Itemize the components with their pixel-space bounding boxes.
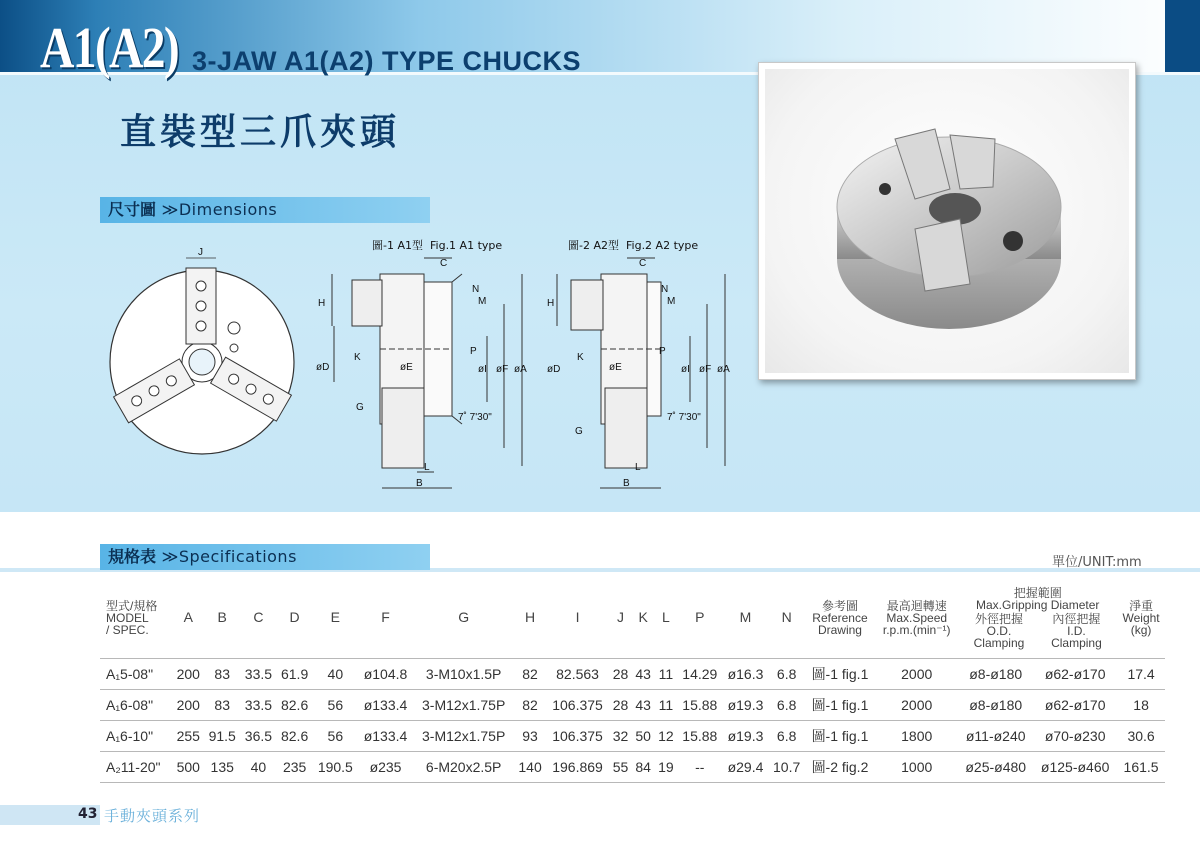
product-code: A1(A2) bbox=[40, 15, 179, 80]
specifications-section-en: ≫Specifications bbox=[161, 547, 297, 566]
header-col-b: B bbox=[217, 609, 227, 626]
dim-label-h: H bbox=[318, 298, 326, 309]
header-col-n: N bbox=[781, 609, 792, 626]
fig2-label-b: B bbox=[623, 478, 630, 489]
dim-label-oe: øE bbox=[400, 362, 413, 373]
fig2-label-c: C bbox=[639, 258, 647, 269]
dimensions-section-zh: 尺寸圖 bbox=[108, 200, 157, 219]
dim-label-oa: øA bbox=[514, 364, 527, 375]
dim-label-b: B bbox=[416, 478, 423, 489]
dim-label-angle: 7˚ 7'30" bbox=[458, 412, 492, 423]
product-photo bbox=[758, 62, 1136, 380]
header-max-speed: 最高迴轉速 Max.Speed r.p.m.(min⁻¹) bbox=[882, 598, 951, 637]
fig2-label-n: N bbox=[661, 284, 669, 295]
front-view-drawing bbox=[104, 244, 304, 470]
table-header-row bbox=[100, 578, 1165, 658]
fig1-label: 圖-1 A1型 Fig.1 A1 type bbox=[372, 239, 503, 252]
dim-label-of: øF bbox=[496, 364, 509, 375]
side-view-fig2 bbox=[545, 252, 745, 496]
fig2-label-oa: øA bbox=[717, 364, 730, 375]
fig2-label-oi: øI bbox=[681, 364, 690, 375]
header-col-e: E bbox=[330, 609, 340, 626]
page-title-en: 3-JAW A1(A2) TYPE CHUCKS bbox=[192, 46, 582, 76]
dim-label-l: L bbox=[424, 462, 430, 473]
table-row: A₂11-20" 500 135 40 235 190.5 ø235 6-M20x2.5P 140 196.869 55 84 19 -- ø29.4 10.7 圖-2 fig.2 1000 ø25-ø480 ø125-ø460 161.5 bbox=[100, 751, 1165, 782]
header-col-g: G bbox=[458, 609, 470, 626]
fig2-label-l: L bbox=[635, 462, 641, 473]
header-col-l: L bbox=[661, 609, 670, 626]
header-strip-accent bbox=[1165, 0, 1200, 72]
dimensions-section-bar bbox=[100, 197, 430, 223]
header-od: 外徑把握 O.D. Clamping bbox=[973, 611, 1025, 650]
dim-label-p: P bbox=[470, 346, 477, 357]
specifications-table bbox=[100, 578, 1165, 783]
header-col-f: F bbox=[381, 609, 390, 626]
header-col-p: P bbox=[695, 609, 705, 626]
footer-series-label: 手動夾頭系列 bbox=[104, 807, 201, 825]
dim-label-k: K bbox=[354, 352, 361, 363]
chuck-illustration bbox=[765, 69, 1129, 373]
header-col-i: I bbox=[575, 609, 580, 626]
header-col-j: J bbox=[617, 609, 624, 626]
fig2-label-h: H bbox=[547, 298, 555, 309]
fig2-label-od: øD bbox=[547, 364, 561, 375]
header-col-c: C bbox=[253, 609, 264, 626]
table-row: A₁6-10" 255 91.5 36.5 82.6 56 ø133.4 3-M12x1.75P 93 106.375 32 50 12 15.88 ø19.3 6.8 圖-1 fig.1 1800 ø11-ø240 ø70-ø230 30.6 bbox=[100, 720, 1165, 751]
header-reference: 參考圖 Reference Drawing bbox=[812, 598, 868, 637]
header-col-m: M bbox=[739, 609, 752, 626]
specifications-section-zh: 規格表 bbox=[108, 547, 157, 566]
dim-label-g: G bbox=[356, 402, 364, 413]
fig2-label-m: M bbox=[667, 296, 676, 307]
fig2-label: 圖-2 A2型 Fig.2 A2 type bbox=[568, 239, 699, 252]
fig2-label-angle: 7˚ 7'30" bbox=[667, 412, 701, 423]
dim-label-j: J bbox=[198, 247, 203, 258]
table-body bbox=[100, 658, 1165, 782]
fig2-label-g: G bbox=[575, 426, 583, 437]
fig2-label-of: øF bbox=[699, 364, 712, 375]
page-number: 43 bbox=[78, 806, 98, 822]
table-row: A₁6-08" 200 83 33.5 82.6 56 ø133.4 3-M12x1.75P 82 106.375 28 43 11 15.88 ø19.3 6.8 圖-1 fig.1 2000 ø8-ø180 ø62-ø170 18 bbox=[100, 689, 1165, 720]
header-col-d: D bbox=[289, 609, 300, 626]
dim-label-m: M bbox=[478, 296, 487, 307]
dim-label-c: C bbox=[440, 258, 448, 269]
header-model: 型式/規格 MODEL / SPEC. bbox=[106, 598, 158, 637]
header-col-h: H bbox=[525, 609, 536, 626]
header-gripping: 把握範圍 Max.Gripping Diameter 外徑把握 O.D. Clamping 內徑把握 I.D. Clamping bbox=[973, 585, 1102, 650]
header-weight: 淨重 Weight (kg) bbox=[1122, 598, 1160, 637]
fig2-label-p: P bbox=[659, 346, 666, 357]
side-view-fig1 bbox=[312, 252, 542, 496]
dimensions-section-en: ≫Dimensions bbox=[161, 200, 278, 219]
header-col-k: K bbox=[638, 609, 648, 626]
dim-label-oi: øI bbox=[478, 364, 487, 375]
table-row: A₁5-08" 200 83 33.5 61.9 40 ø104.8 3-M10x1.5P 82 82.563 28 43 11 14.29 ø16.3 6.8 圖-1 fig.1 2000 ø8-ø180 ø62-ø170 17.4 bbox=[100, 658, 1165, 689]
page-title-zh: 直裝型三爪夾頭 bbox=[120, 112, 401, 153]
dim-label-od: øD bbox=[316, 362, 330, 373]
header-id: 內徑把握 I.D. Clamping bbox=[1051, 611, 1102, 650]
header-col-a: A bbox=[183, 609, 193, 626]
specifications-section-bar bbox=[100, 544, 430, 570]
fig2-label-oe: øE bbox=[609, 362, 622, 373]
fig2-label-k: K bbox=[577, 352, 584, 363]
unit-label: 單位/UNIT:mm bbox=[1052, 555, 1142, 570]
dim-label-n: N bbox=[472, 284, 480, 295]
